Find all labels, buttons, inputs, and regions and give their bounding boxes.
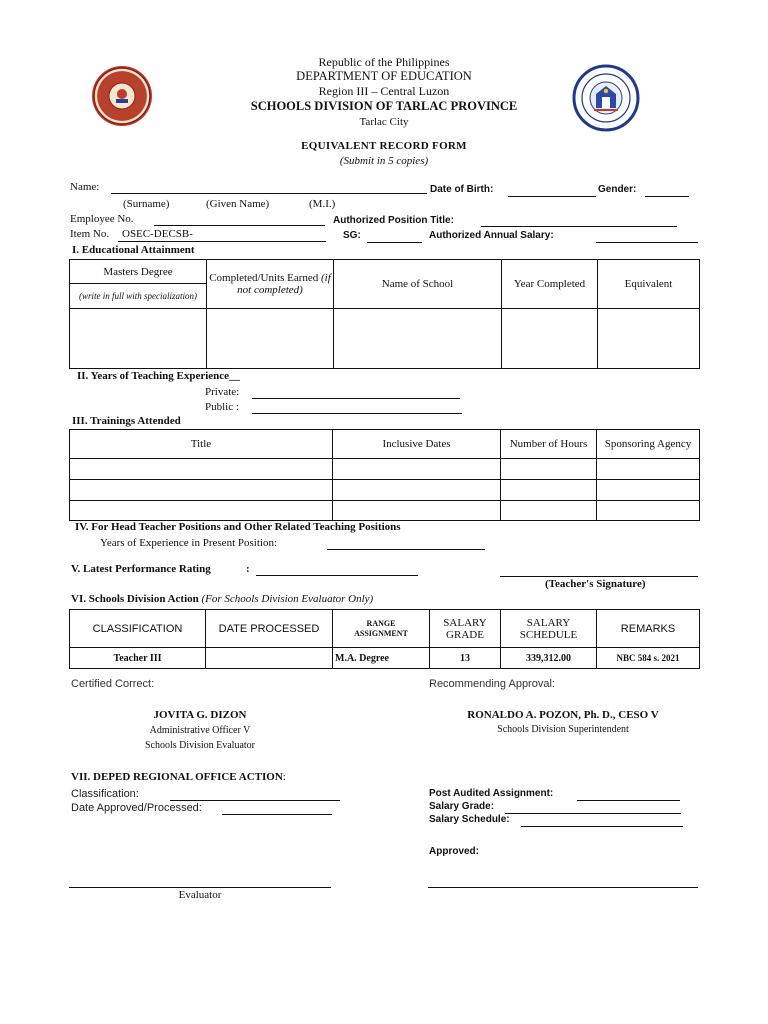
training-cell[interactable]: [333, 480, 501, 501]
performance-rating-field[interactable]: [256, 563, 418, 576]
training-cell[interactable]: [333, 501, 501, 521]
evaluator-name: JOVITA G. DIZON: [153, 709, 247, 721]
training-cell[interactable]: [70, 501, 333, 521]
post-audited-field[interactable]: [577, 788, 680, 801]
years-present-position-label: Years of Experience in Present Position:: [100, 537, 277, 549]
teacher-signature-field[interactable]: [500, 564, 698, 577]
col-remarks: REMARKS: [597, 610, 700, 648]
name-label: Name:: [70, 181, 100, 193]
item-no-label: Item No.: [70, 228, 110, 240]
gender-label: Gender:: [598, 184, 637, 195]
position-title-field[interactable]: [481, 214, 677, 227]
form-title: EQUIVALENT RECORD FORM: [301, 140, 467, 152]
col-title: Title: [70, 430, 333, 459]
masters-note: (write in full with specialization): [70, 284, 207, 309]
post-audited-label: Post Audited Assignment:: [429, 788, 554, 799]
evaluator-title-2: Schools Division Evaluator: [145, 740, 255, 751]
public-label: Public :: [205, 401, 239, 413]
years-present-position-field[interactable]: [327, 537, 485, 550]
division-action-heading-wrap: [71, 593, 373, 605]
col-number-of-hours: Number of Hours: [501, 430, 597, 459]
trainings-heading: III. Trainings Attended: [72, 415, 181, 427]
classification-value: Teacher III: [70, 648, 206, 669]
salary-grade-value: 13: [430, 648, 501, 669]
private-label: Private:: [205, 386, 240, 398]
evaluator-signature-line[interactable]: [69, 887, 331, 888]
performance-rating-colon: :: [246, 563, 250, 575]
certified-correct-label: Certified Correct:: [71, 678, 155, 690]
republic-line: Republic of the Philippines: [318, 55, 450, 69]
classification-field[interactable]: [170, 788, 340, 801]
superintendent-title: Schools Division Superintendent: [497, 724, 629, 735]
public-field[interactable]: [252, 401, 462, 414]
education-heading: I. Educational Attainment: [72, 244, 195, 256]
training-cell[interactable]: [501, 480, 597, 501]
training-cell[interactable]: [70, 480, 333, 501]
education-cell[interactable]: [502, 309, 598, 369]
surname-caption: (Surname): [123, 198, 170, 210]
date-approved-label: Date Approved/Processed:: [71, 802, 202, 814]
approved-label: Approved:: [429, 846, 479, 857]
education-cell[interactable]: [70, 309, 207, 369]
approver-signature-line[interactable]: [428, 887, 698, 888]
training-cell[interactable]: [501, 501, 597, 521]
teacher-signature-label: (Teacher's Signature): [545, 578, 646, 590]
name-field[interactable]: [111, 181, 427, 194]
regional-action-heading: VII. DEPED REGIONAL OFFICE ACTION: [71, 771, 283, 783]
salary-grade-label: Salary Grade:: [429, 801, 495, 812]
date-approved-field[interactable]: [222, 802, 332, 815]
range-assignment-value: M.A. Degree: [333, 648, 430, 669]
employee-no-label: Employee No.: [70, 213, 134, 225]
city-line: Tarlac City: [359, 116, 409, 128]
experience-heading: II. Years of Teaching Experience__: [77, 370, 241, 382]
col-year-completed: Year Completed: [502, 260, 598, 309]
dob-label: Date of Birth:: [430, 184, 494, 195]
col-completed-units: Completed/Units Earned (if not completed): [207, 260, 334, 309]
private-field[interactable]: [252, 386, 460, 399]
item-no-field[interactable]: [118, 228, 326, 242]
trainings-table: [69, 429, 700, 521]
position-title-label: Authorized Position Title:: [333, 215, 454, 226]
salary-schedule-value: 339,312.00: [501, 648, 597, 669]
col-sponsoring-agency: Sponsoring Agency: [597, 430, 700, 459]
employee-no-field[interactable]: [154, 213, 325, 226]
education-cell[interactable]: [207, 309, 334, 369]
col-inclusive-dates: Inclusive Dates: [333, 430, 501, 459]
annual-salary-field[interactable]: [596, 230, 698, 243]
classification-label: Classification:: [71, 788, 139, 800]
training-cell[interactable]: [597, 501, 700, 521]
given-name-caption: (Given Name): [206, 198, 270, 210]
education-table: [69, 259, 700, 369]
col-equivalent: Equivalent: [598, 260, 700, 309]
division-action-note: (For Schools Division Evaluator Only): [201, 593, 374, 605]
col-date-processed: DATE PROCESSED: [206, 610, 333, 648]
superintendent-name: RONALDO A. POZON, Ph. D., CESO V: [467, 709, 659, 721]
salary-grade-field[interactable]: [505, 801, 681, 814]
salary-schedule-label: Salary Schedule:: [429, 814, 510, 825]
evaluator-title-1: Administrative Officer V: [149, 725, 251, 736]
training-cell[interactable]: [597, 480, 700, 501]
evaluator-caption: Evaluator: [178, 889, 222, 901]
training-cell[interactable]: [597, 459, 700, 480]
division-line: SCHOOLS DIVISION OF TARLAC PROVINCE: [250, 99, 518, 113]
training-cell[interactable]: [333, 459, 501, 480]
sg-label: SG:: [343, 230, 361, 241]
mi-caption: (M.I.): [309, 198, 336, 210]
performance-rating-label: V. Latest Performance Rating: [71, 563, 211, 575]
dob-field[interactable]: [508, 184, 596, 197]
head-teacher-heading: IV. For Head Teacher Positions and Other Related Teaching Positions: [75, 521, 401, 533]
education-cell[interactable]: [334, 309, 502, 369]
form-subtitle: (Submit in 5 copies): [339, 155, 429, 167]
gender-field[interactable]: [645, 184, 689, 197]
col-salary-schedule: SALARY SCHEDULE: [501, 610, 597, 648]
date-processed-value[interactable]: [206, 648, 333, 669]
education-cell[interactable]: [598, 309, 700, 369]
region-line: Region III – Central Luzon: [318, 84, 450, 98]
salary-schedule-field[interactable]: [521, 814, 683, 827]
col-range-assignment: RANGE ASSIGNMENT: [333, 610, 430, 648]
col-salary-grade: SALARY GRADE: [430, 610, 501, 648]
col-name-of-school: Name of School: [334, 260, 502, 309]
recommending-approval-label: Recommending Approval:: [429, 678, 555, 690]
division-action-table: [69, 609, 700, 669]
annual-salary-label: Authorized Annual Salary:: [429, 230, 554, 241]
item-no-value: OSEC-DECSB-: [122, 228, 193, 240]
sg-field[interactable]: [367, 230, 422, 243]
remarks-value: NBC 584 s. 2021: [597, 648, 700, 669]
col-classification: CLASSIFICATION: [70, 610, 206, 648]
department-line: DEPARTMENT OF EDUCATION: [296, 69, 472, 83]
regional-heading-wrap: VII. DEPED REGIONAL OFFICE ACTION:: [71, 771, 286, 783]
training-cell[interactable]: [70, 459, 333, 480]
col-masters-degree: Masters Degree: [70, 260, 207, 284]
division-action-heading: VI. Schools Division Action: [71, 593, 199, 605]
training-cell[interactable]: [501, 459, 597, 480]
